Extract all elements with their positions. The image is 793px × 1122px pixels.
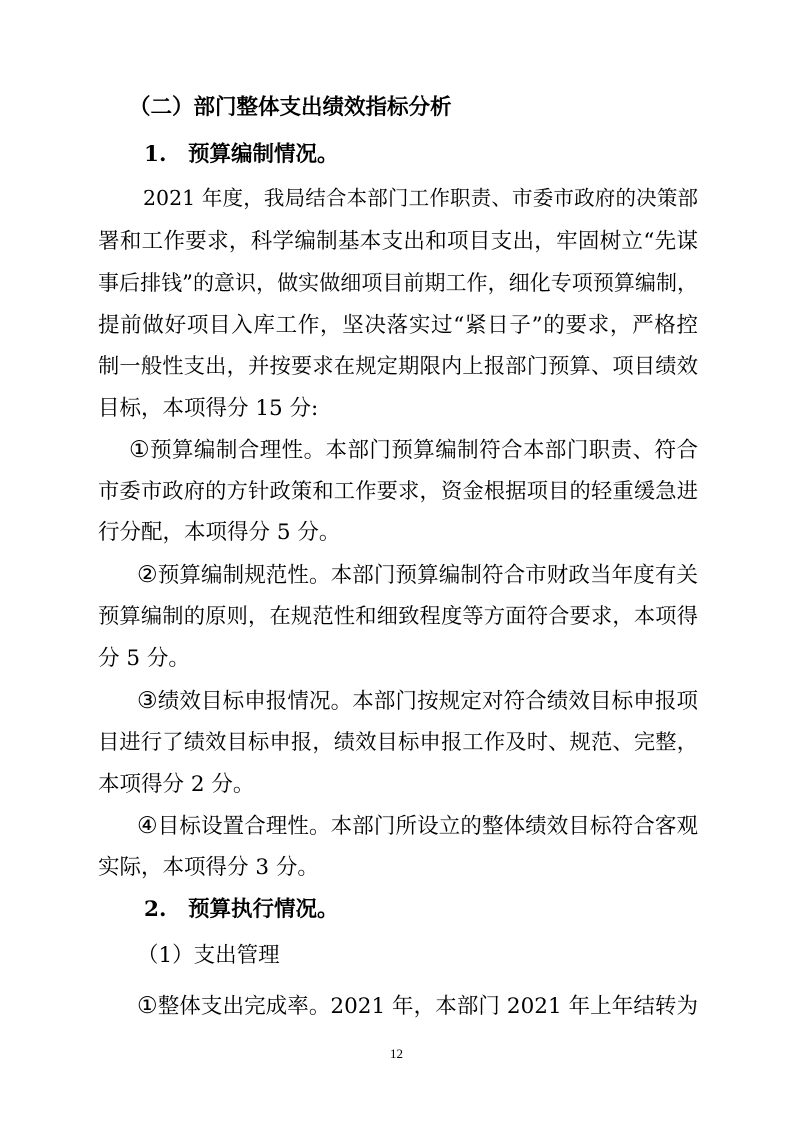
paragraph-line: 目标，本项得分 15 分: — [98, 396, 319, 421]
paragraph-line: 目进行了绩效目标申报，绩效目标申报工作及时、规范、完整， — [98, 730, 698, 755]
paragraph-line: 本项得分 2 分。 — [98, 772, 255, 797]
paragraph-line: 制一般性支出，并按要求在规定期限内上报部门预算、项目绩效 — [98, 354, 698, 379]
list-item-text: 整体支出完成率。2021 年，本部门 2021 年上年结转为 — [157, 994, 699, 1019]
list-item-line — [137, 815, 698, 838]
paragraph-line: 市委市政府的方针政策和工作要求，资金根据项目的轻重缓急进 — [98, 479, 698, 504]
list-item-text: 预算编制规范性。本部门预算编制符合市财政当年度有关 — [157, 563, 698, 588]
paragraph-line: 行分配，本项得分 5 分。 — [98, 520, 341, 545]
page-number: 12 — [390, 1046, 403, 1061]
circled-number-marker: ③ — [137, 688, 158, 714]
list-item-line — [129, 439, 698, 462]
section-heading: （二）部门整体支出绩效指标分析 — [129, 95, 452, 120]
paragraph-line: 提前做好项目入库工作，坚决落实过“紧日子”的要求，严格控 — [98, 313, 698, 338]
paragraph-line: 事后排钱”的意识，做实做细项目前期工作，细化专项预算编制， — [98, 271, 698, 295]
circled-number-marker: ② — [137, 562, 158, 588]
sub-heading-expenditure-management: （1）支出管理 — [137, 943, 280, 968]
paragraph-line: 2021 年度，我局结合本部门工作职责、市委市政府的决策部 — [143, 186, 698, 210]
paragraph-line: 分 5 分。 — [98, 646, 190, 671]
circled-number-marker: ① — [129, 437, 151, 463]
list-item-line — [137, 690, 698, 713]
list-item-line — [137, 564, 698, 587]
list-item-line — [137, 995, 698, 1018]
paragraph-line: 署和工作要求，科学编制基本支出和项目支出，牢固树立“先谋 — [98, 229, 698, 254]
list-item-text: 预算编制合理性。本部门预算编制符合本部门职责、符合 — [150, 438, 698, 463]
circled-number-marker: ④ — [137, 813, 158, 839]
list-item-text: 绩效目标申报情况。本部门按规定对符合绩效目标申报项 — [157, 689, 698, 714]
subsection-heading-budget-execution: 2. 预算执行情况。 — [144, 897, 339, 922]
list-item-text: 目标设置合理性。本部门所设立的整体绩效目标符合客观 — [157, 814, 698, 839]
paragraph-line: 预算编制的原则，在规范性和细致程度等方面符合要求，本项得 — [98, 604, 698, 629]
subsection-heading-budget-preparation: 1. 预算编制情况。 — [144, 142, 339, 167]
circled-number-marker: ① — [137, 993, 158, 1019]
paragraph-line: 实际，本项得分 3 分。 — [98, 855, 319, 880]
